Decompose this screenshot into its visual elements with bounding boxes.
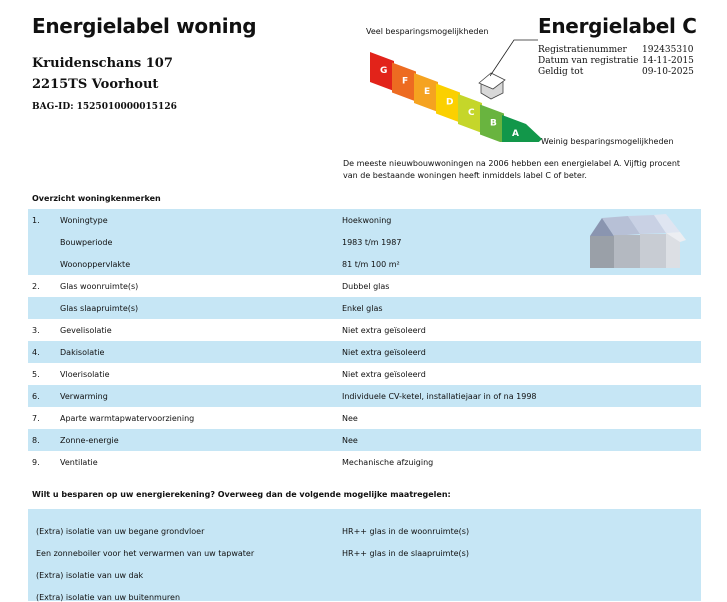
energy-class-letter: G	[380, 66, 388, 76]
row-label: Glas woonruimte(s)	[60, 282, 139, 291]
table-row	[28, 341, 701, 363]
table-row	[28, 275, 701, 297]
registration-number-value: 192435310	[642, 45, 694, 55]
row-value: Niet extra geïsoleerd	[342, 370, 426, 379]
row-label: Woonoppervlakte	[60, 260, 131, 269]
energy-class-letter: F	[402, 76, 409, 87]
row-value: Nee	[342, 414, 358, 423]
bag-id: BAG-ID: 1525010000015126	[32, 102, 177, 112]
table-row	[28, 385, 701, 407]
measure-item: HR++ glas in de slaapruimte(s)	[342, 549, 469, 558]
energy-class-letter: E	[424, 87, 431, 97]
row-label: Woningtype	[60, 216, 108, 225]
registration-number-label: Registratienummer	[538, 45, 627, 55]
energy-arrow-tip	[526, 124, 542, 142]
table-row	[28, 451, 701, 473]
measure-item: HR++ glas in de woonruimte(s)	[342, 527, 470, 536]
overview-title: Overzicht woningkenmerken	[32, 194, 161, 203]
row-label: Gevelisolatie	[60, 326, 112, 335]
measures-box	[28, 509, 701, 601]
address-street: Kruidenschans 107	[32, 56, 173, 71]
measure-item: (Extra) isolatie van uw buitenmuren	[36, 593, 181, 602]
row-label: Verwarming	[60, 392, 108, 401]
registration-date-label: Datum van registratie	[538, 56, 639, 66]
row-value: Mechanische afzuiging	[342, 458, 434, 467]
house-illustration-icon	[588, 212, 688, 270]
row-number: 6.	[32, 392, 40, 401]
registration-date-value: 14-11-2015	[642, 56, 694, 66]
table-row	[28, 429, 701, 451]
row-label: Bouwperiode	[60, 238, 113, 247]
row-value: Individuele CV-ketel, installatiejaar in of na 1998	[342, 392, 537, 401]
row-number: 3.	[32, 326, 40, 335]
row-label: Ventilatie	[60, 458, 98, 467]
row-label: Zonne-energie	[60, 436, 119, 445]
table-row	[28, 297, 701, 319]
valid-until-value: 09-10-2025	[642, 67, 694, 77]
row-label: Aparte warmtapwatervoorziening	[60, 414, 195, 423]
row-number: 9.	[32, 458, 40, 467]
row-label: Vloerisolatie	[60, 370, 110, 379]
measures-question: Wilt u besparen op uw energierekening? Overweeg dan de volgende mogelijke maatregelen:	[32, 490, 451, 499]
connector-line	[490, 38, 540, 78]
energy-class-letter: C	[468, 108, 475, 118]
measure-item: (Extra) isolatie van uw begane grondvloer	[36, 527, 205, 536]
table-row	[28, 407, 701, 429]
row-number: 8.	[32, 436, 40, 445]
row-number: 4.	[32, 348, 40, 357]
row-number: 2.	[32, 282, 40, 291]
valid-until-label: Geldig tot	[538, 67, 584, 77]
row-number: 1.	[32, 216, 40, 225]
row-value: Niet extra geïsoleerd	[342, 326, 426, 335]
row-value: Nee	[342, 436, 358, 445]
row-value: 81 t/m 100 m²	[342, 260, 400, 269]
row-value: 1983 t/m 1987	[342, 238, 402, 247]
measure-item: (Extra) isolatie van uw dak	[36, 571, 144, 580]
row-value: Enkel glas	[342, 304, 383, 313]
table-row	[28, 363, 701, 385]
row-number: 5.	[32, 370, 40, 379]
page-title: Energielabel woning	[32, 14, 257, 38]
table-row	[28, 319, 701, 341]
row-value: Dubbel glas	[342, 282, 390, 291]
energy-class-letter: D	[446, 97, 454, 108]
row-number: 7.	[32, 414, 40, 423]
label-top-caption: Veel besparingsmogelijkheden	[366, 27, 489, 36]
row-label: Glas slaapruimte(s)	[60, 304, 139, 313]
label-note: De meeste nieuwbouwwoningen na 2006 hebben een energielabel A. Vijftig procent van de bestaande woningen heeft inmiddels label C of beter.	[343, 159, 681, 180]
row-value: Niet extra geïsoleerd	[342, 348, 426, 357]
measure-item: Een zonneboiler voor het verwarmen van uw tapwater	[36, 549, 255, 558]
row-value: Hoekwoning	[342, 216, 392, 225]
label-bottom-caption: Weinig besparingsmogelijkheden	[541, 137, 674, 146]
energy-class-letter: B	[490, 118, 497, 129]
energy-label-title: Energielabel C	[538, 14, 697, 38]
address-city: 2215TS Voorhout	[32, 77, 159, 92]
energy-class-letter: A	[512, 129, 519, 139]
row-label: Dakisolatie	[60, 348, 105, 357]
